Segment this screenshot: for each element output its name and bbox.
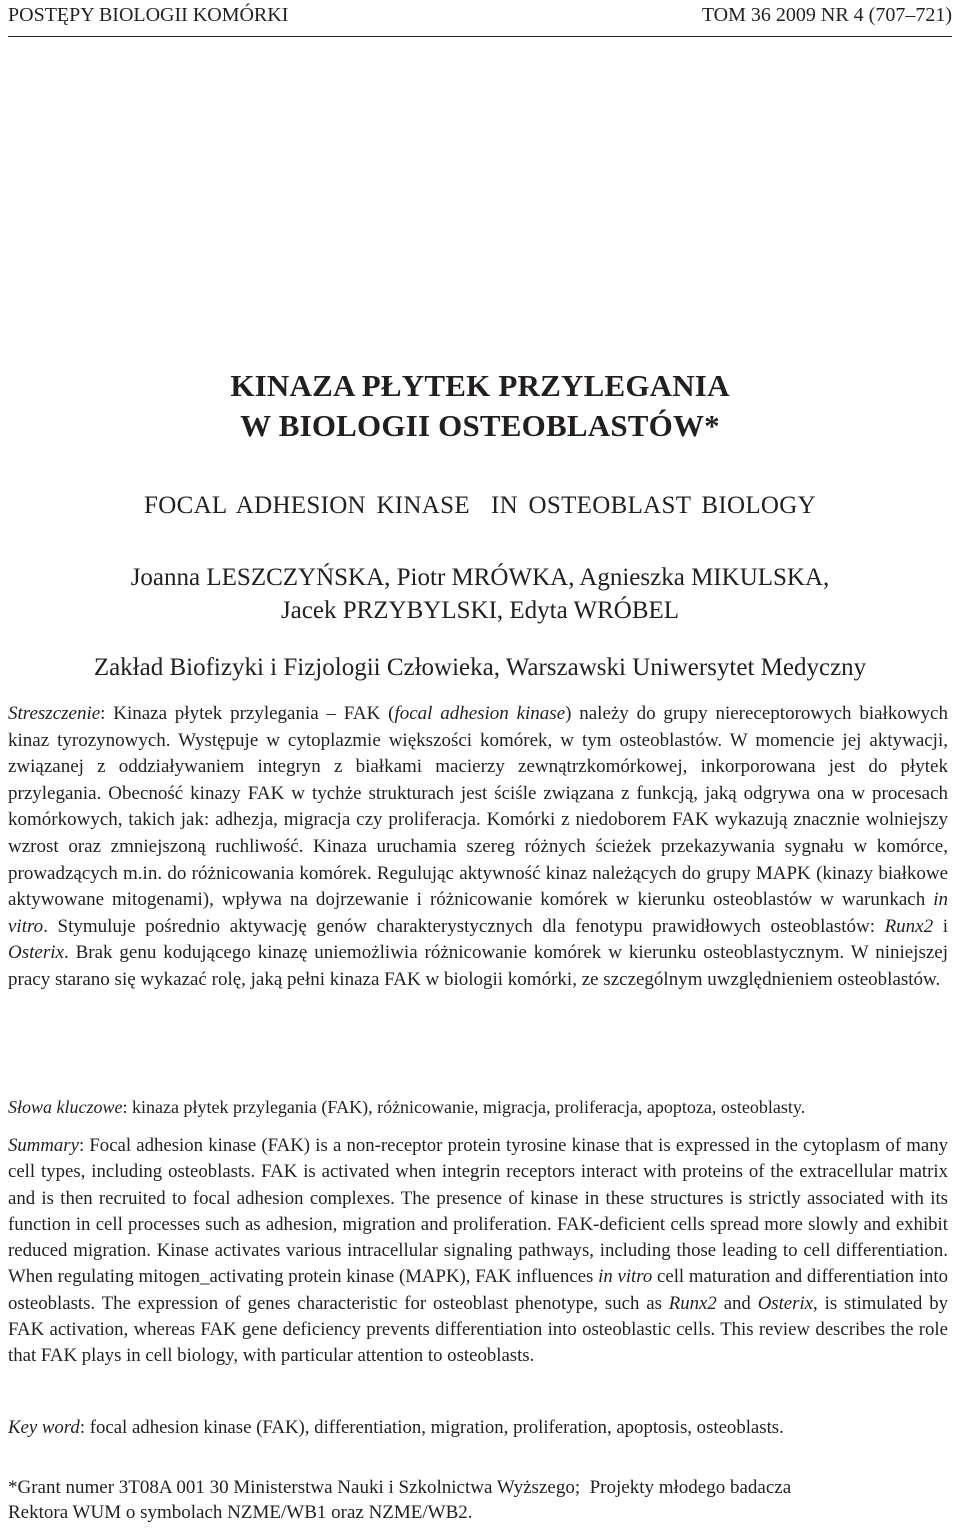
article-title	[0, 366, 960, 446]
abstract-text-2: ) należy do grupy niereceptorowych białkowych kinaz tyrozynowych. Występuje w cytoplazmie większości komórek, w tym osteoblastów. W momencie jej aktywacji, związanej z oddziaływaniem integryn z białkami macierzy zewnątrzkomórkowej, inkorporowana jest do płytek przylegania. Obecność kinazy FAK w tychże strukturach jest ściśle związana z funkcją, jaką odgrywa ona w procesach komórkowych, takich jak: adhezja, migracja czy proliferacja. Komórki z niedoborem FAK wykazują znacznie wolniejszy wzrost oraz zmniejszoną ruchliwość. Kinaza uruchamia szereg różnych ścieżek przekazywania sygnału w komórce, prowadzących m.in. do różnicowania komórek. Regulując aktywność kinaz należących do grupy MAPK (kinazy białkowe aktywowane mitogenami), wpływa na dojrzewanie i różnicowanie komórek w kierunku osteoblastów w warunkach	[8, 703, 948, 911]
summary-text-3: and	[716, 1292, 758, 1314]
summary-text-2: cell maturation and differentiation into osteoblasts. The expression of genes characteristic for osteoblast phenotype, such as	[8, 1266, 948, 1314]
abstract-italic-1: focal adhesion kinase	[394, 703, 566, 724]
keywords-english	[8, 1415, 948, 1441]
abstract-italic-2: in vitro	[8, 889, 948, 937]
authors-line-1: Joanna LESZCZYŃSKA, Piotr MRÓWKA, Agnieszka MIKULSKA,	[130, 564, 830, 591]
keywords-pl-text: : kinaza płytek przylegania (FAK), różnicowanie, migracja, proliferacja, apoptoza, osteoblasty.	[122, 1097, 806, 1117]
title-line-1: KINAZA PŁYTEK PRZYLEGANIA	[230, 368, 730, 403]
summary-english	[8, 1133, 948, 1370]
abstract-italic-4: Osterix	[8, 942, 64, 964]
journal-name: POSTĘPY BIOLOGII KOMÓRKI	[8, 4, 289, 26]
abstract-text-4: i	[933, 915, 948, 937]
grant-line-2: Rektora WUM o symbolach NZME/WB1 oraz NZME/WB2.	[8, 1502, 473, 1523]
summary-text-1: : Focal adhesion kinase (FAK) is a non-receptor protein tyrosine kinase that is expressed in the cytoplasm of many cell types, including osteoblasts. FAK is activated when integrin receptors interact with proteins of the extracellular matrix and is then recruited to focal adhesion complexes. The presence of kinase in these structures is strictly associated with its function in cell processes such as adhesion, migration and proliferation. FAK-deficient cells spread more slowly and exhibit reduced migration. Kinase activates various intracellular signaling pathways, including those leading to cell differentiation. When regulating mitogen_activating protein kinase (MAPK), FAK influences	[8, 1135, 948, 1288]
summary-italic-2: Runx2	[668, 1292, 717, 1314]
abstract-italic-3: Runx2	[884, 915, 934, 937]
running-header	[8, 4, 952, 37]
summary-italic-1: in vitro	[598, 1266, 653, 1288]
abstract-label: Streszczenie	[8, 703, 101, 724]
summary-text-4: , is stimulated by FAK activation, whereas FAK gene deficiency prevents differentiation into osteoblastic cells. This review describes the role that FAK plays in cell biology, with particular attention to osteoblasts.	[8, 1292, 948, 1367]
summary-italic-3: Osterix	[757, 1292, 814, 1314]
keywords-polish	[8, 1094, 948, 1120]
abstract-text-3: . Stymuluje pośrednio aktywację genów charakterystycznych dla fenotypu prawidłowych osteoblastów:	[43, 915, 885, 937]
grant-line-1: *Grant numer 3T08A 001 30 Ministerstwa Nauki i Szkolnictwa Wyższego; Projekty młodego badacza	[8, 1477, 792, 1498]
volume-info: TOM 36 2009 NR 4 (707–721)	[701, 4, 952, 26]
title-line-2: W BIOLOGII OSTEOBLASTÓW*	[240, 408, 720, 443]
english-title: FOCAL ADHESION KINASE IN OSTEOBLAST BIOLOGY	[144, 492, 816, 519]
keywords-pl-label: Słowa kluczowe	[8, 1097, 123, 1117]
keywords-en-text: : focal adhesion kinase (FAK), differentiation, migration, proliferation, apoptosis, osteoblasts.	[79, 1417, 784, 1438]
summary-label: Summary	[8, 1135, 79, 1156]
affiliation: Zakład Biofizyki i Fizjologii Człowieka, Warszawski Uniwersytet Medyczny	[93, 654, 867, 681]
authors-line-2: Jacek PRZYBYLSKI, Edyta WRÓBEL	[280, 597, 680, 624]
abstract-text-1: : Kinaza płytek przylegania – FAK (	[100, 703, 395, 724]
abstract-text-5: . Brak genu kodującego kinazę uniemożliwia różnicowanie komórek w kierunku osteoblastycznym. W niniejszej pracy starano się wykazać rolę, jaką pełni kinaza FAK w biologii komórki, ze szczególnym uwzględnieniem osteoblastów.	[8, 942, 948, 990]
keywords-en-label: Key word	[8, 1417, 80, 1438]
grant-footnote	[8, 1475, 948, 1525]
author-list	[0, 561, 960, 627]
abstract-polish	[8, 701, 948, 994]
